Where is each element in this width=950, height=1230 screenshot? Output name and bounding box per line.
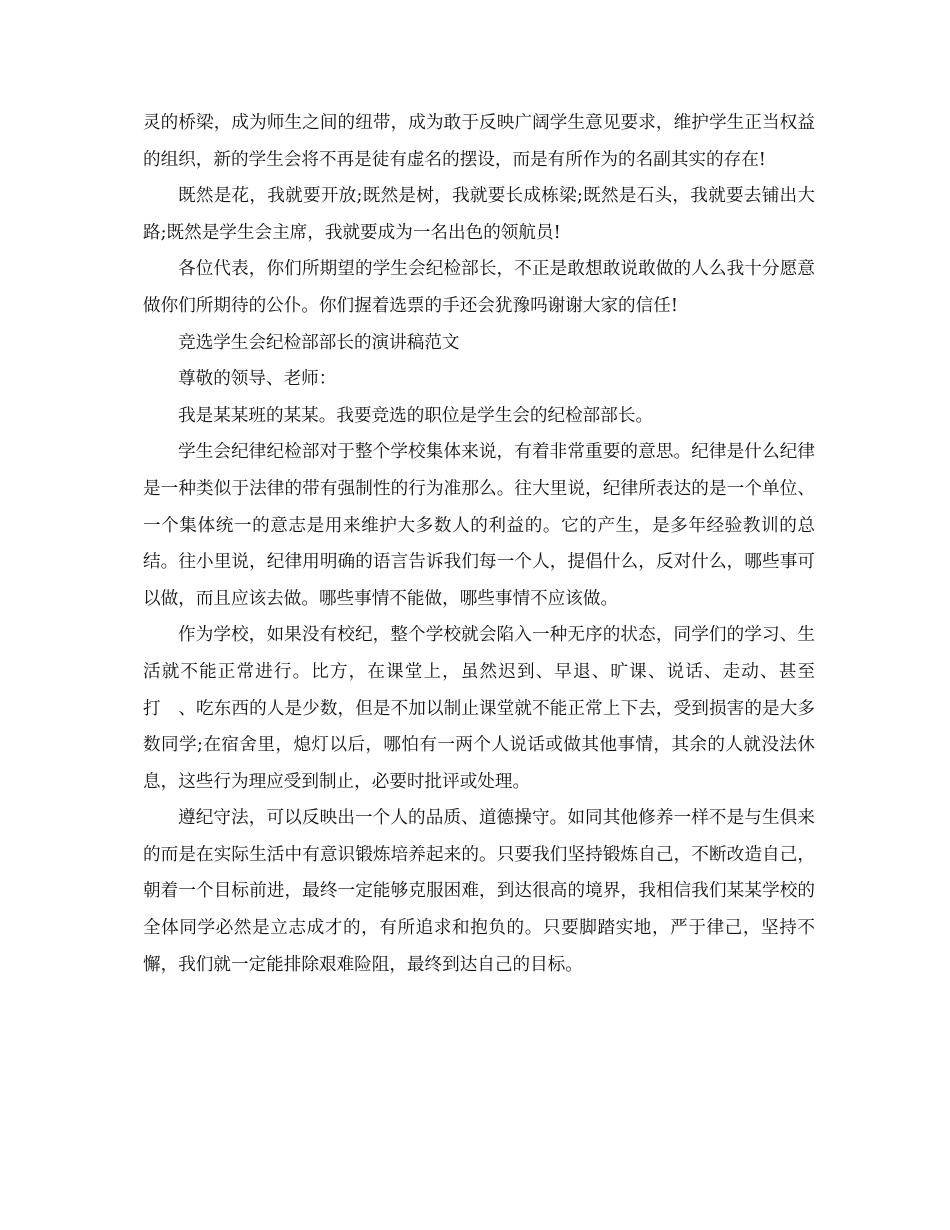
paragraph-opening-continuation: 灵的桥梁，成为师生之间的纽带，成为敢于反映广阔学生意见要求，维护学生正当权益的组织，新的学生会将不再是徒有虚名的摆设，而是有所作为的名副其实的存在! [143,113,815,170]
document-body [143,105,815,983]
paragraph-introduction: 我是某某班的某某。我要竞选的职位是学生会的纪检部部长。 [178,405,654,426]
paragraph-discipline-importance: 学生会纪律纪检部对于整个学校集体来说，有着非常重要的意思。纪律是什么纪律是一种类似于法律的带有强制性的行为准那么。往大里说，纪律所表达的是一个单位、一个集体统一的意志是用来维护大多数人的利益的。它的产生，是多年经验教训的总结。往小里说，纪律用明确的语言告诉我们每一个人，提倡什么，反对什么，哪些事可以做，而且应该去做。哪些事情不能做，哪些事情不应该做。 [143,442,815,609]
paragraph-metaphor: 既然是花，我就要开放;既然是树，我就要长成栋梁;既然是石头，我就要去铺出大路;既然是学生会主席，我就要成为一名出色的领航员! [143,186,815,243]
paragraph-school-discipline: 作为学校，如果没有校纪，整个学校就会陷入一种无序的状态，同学们的学习、生活就不能正常进行。比方，在课堂上，虽然迟到、早退、旷课、说话、走动、甚至打 、吃东西的人是少数，但是不加以制止课堂就不能正常上下去，受到损害的是大多数同学;在宿舍里，熄灯以后，哪怕有一两个人说话或做其他事情，其余的人就没法休息，这些行为理应受到制止，必要时批评或处理。 [143,625,815,792]
salutation: 尊敬的领导、老师： [178,369,337,390]
paragraph-closing-appeal: 各位代表，你们所期望的学生会纪检部长，不正是敢想敢说敢做的人么我十分愿意做你们所期待的公仆。你们握着选票的手还会犹豫吗谢谢大家的信任! [143,259,815,316]
section-title: 竞选学生会纪检部部长的演讲稿范文 [178,332,460,353]
paragraph-self-discipline: 遵纪守法，可以反映出一个人的品质、道德操守。如同其他修养一样不是与生俱来的而是在实际生活中有意识锻炼培养起来的。只要我们坚持锻炼自己，不断改造自己，朝着一个目标前进，最终一定能够克服困难，到达很高的境界，我相信我们某某学校的全体同学必然是立志成才的，有所追求和抱负的。只要脚踏实地，严于律己，坚持不懈，我们就一定能排除艰难险阻，最终到达自己的目标。 [143,808,815,975]
